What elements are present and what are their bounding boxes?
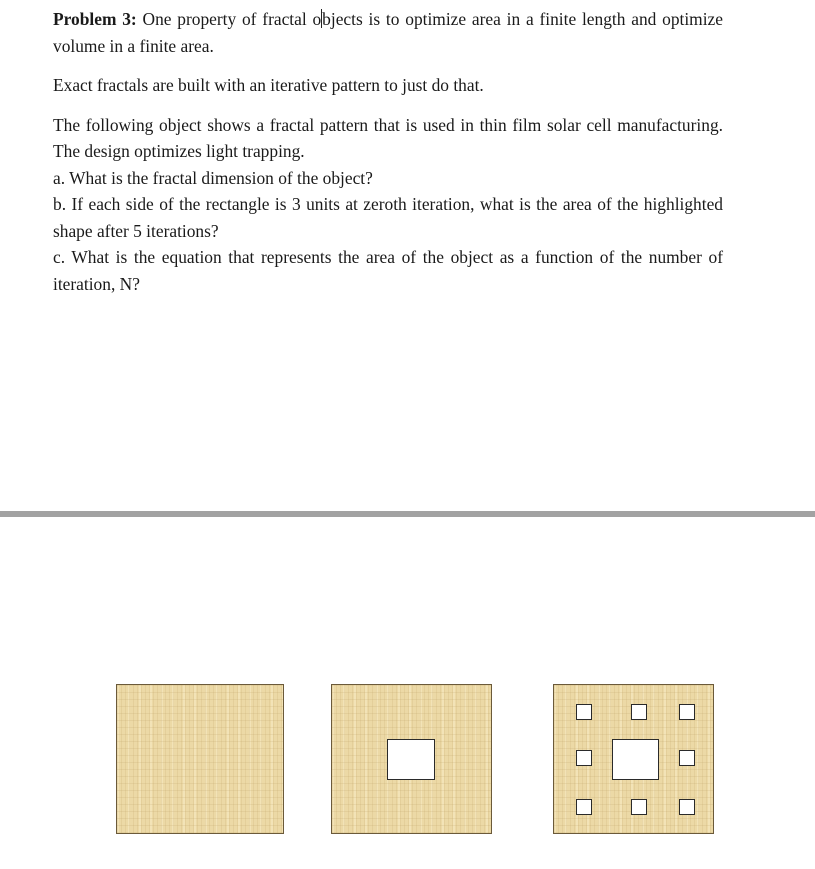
hole-bottom-right <box>679 799 695 815</box>
fractal-iteration-2 <box>553 684 714 834</box>
hole-top-left <box>576 704 592 720</box>
hole-bottom-left <box>576 799 592 815</box>
question-c: c. What is the equation that represents the area of the object as a function of the number of iteration, N? <box>53 247 723 294</box>
hole-bottom-middle <box>631 799 647 815</box>
paragraph-iterative: Exact fractals are built with an iterative pattern to just do that. <box>53 75 484 95</box>
paragraph-solar-cell: The following object shows a fractal pattern that is used in thin film solar cell manufacturing. The design optimizes light trapping. <box>53 114 723 161</box>
hole-middle-left <box>576 750 592 766</box>
question-a: a. What is the fractal dimension of the object? <box>53 167 373 188</box>
intro-text-start: One property of fractal o <box>136 9 322 29</box>
intro-text-end: bjects is to optimize area in a finite length and optimize volume in a finite area. <box>53 9 723 56</box>
problem-heading: Problem 3: <box>53 9 137 29</box>
problem-text <box>53 6 723 297</box>
hole-top-right <box>679 704 695 720</box>
page-bottom <box>0 517 815 869</box>
fractal-iteration-0 <box>116 684 284 834</box>
hole-top-middle <box>631 704 647 720</box>
hole-center <box>387 739 435 780</box>
problem-intro <box>53 6 723 59</box>
question-b: b. If each side of the rectangle is 3 units at zeroth iteration, what is the area of the highlighted shape after 5 iterations? <box>53 194 723 241</box>
hole-middle-right <box>679 750 695 766</box>
fractal-iteration-1 <box>331 684 492 834</box>
hole-center <box>612 739 659 780</box>
